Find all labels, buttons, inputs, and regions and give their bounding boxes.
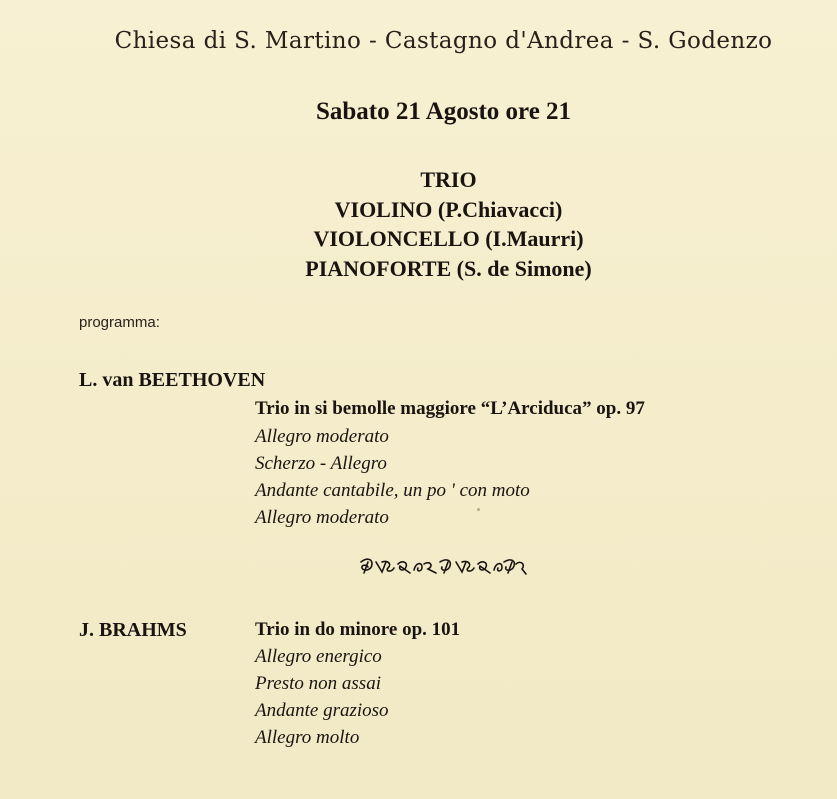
ensemble-member-cello: VIOLONCELLO (I.Maurri) (313, 226, 584, 251)
movement-list-beethoven (255, 423, 530, 531)
movement-item: Allegro moderato (255, 507, 389, 528)
movement-item: Allegro energico (255, 646, 382, 667)
ornamental-divider-icon (358, 556, 528, 578)
composer-brahms: J. BRAHMS (79, 619, 187, 641)
ensemble-member-violin: VIOLINO (P.Chiavacci) (334, 196, 563, 222)
movement-item: Allegro molto (255, 727, 360, 748)
work-title-brahms: Trio in do minore op. 101 (255, 619, 461, 640)
work-title-beethoven: Trio in si bemolle maggiore “L’Arciduca” op. 97 (255, 398, 645, 419)
movement-item: Allegro moderato (255, 426, 389, 447)
ensemble-block (0, 165, 837, 283)
movement-item: Scherzo - Allegro (255, 453, 387, 474)
movement-item: Andante cantabile, un po ' con moto (255, 480, 530, 501)
ensemble-member-piano: PIANOFORTE (S. de Simone) (305, 255, 592, 281)
composer-beethoven: L. van BEETHOVEN (79, 369, 266, 391)
concert-date: Sabato 21 Agosto ore 21 (315, 98, 572, 125)
movement-list-brahms (255, 643, 389, 751)
program-label: programma: (79, 314, 160, 331)
movement-item: Andante grazioso (255, 700, 389, 721)
venue-line: Chiesa di S. Martino - Castagno d'Andrea - S. Godenzo (114, 28, 773, 54)
paper-speck (477, 508, 480, 511)
movement-item: Presto non assai (255, 673, 381, 694)
ensemble-title: TRIO (420, 167, 477, 192)
